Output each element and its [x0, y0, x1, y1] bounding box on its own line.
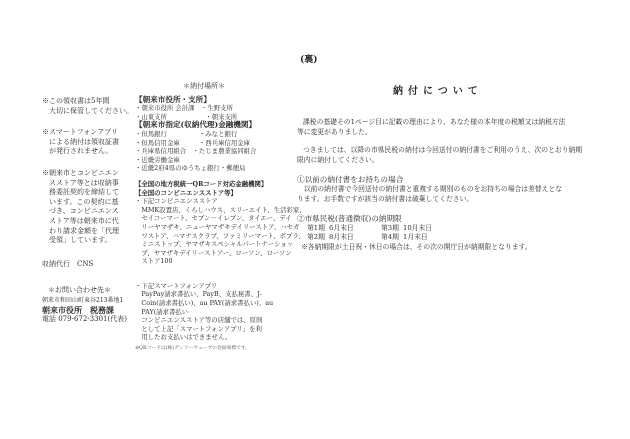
instruction-line-1: つきましては、以降の市県民税の納付は今回送付の納付書をご利用のうえ、次のとおり納期: [303, 146, 583, 155]
contract-note-6: ストア等は朝来市に代: [42, 216, 119, 225]
old-slips-line-1: 以前の納付書で今回送付の納付書と重複する期別のものをお持ちの場合は差替えとな: [297, 184, 563, 193]
old-slips-heading: ①以前の納付書をお持ちの場合: [297, 175, 404, 185]
due-term: 第2期: [307, 233, 325, 242]
left-column: [42, 97, 133, 325]
due-term: 第3期: [381, 223, 399, 232]
office-name: 朝来市役所 税務課: [42, 304, 114, 315]
office-address: 朝来市和田山町東谷213番地1: [42, 296, 124, 304]
app-line-5: コンビニエンスストア等の店舗では、原則: [135, 316, 263, 325]
storage-note-2: 大切に保管してください。: [42, 106, 133, 115]
holiday-note: ※各納期限が土日祝・休日の場合は、その次の開庁日が納期限となります。: [301, 242, 532, 251]
conbini-line-4: リーヤマザキ、ニューヤマザキデイリーストア、ハセガ: [135, 222, 300, 231]
bank-line-1: ・但馬銀行 ・みなと銀行: [135, 129, 238, 138]
instruction-line-2: 限内に納付してください。: [297, 155, 379, 164]
contract-note-1: ※朝来市とコンビニエン: [42, 168, 119, 177]
conbini-line-7: プ、ヤマザキデイリーストアー、ローソン、ローソン: [135, 248, 292, 257]
city-office-line-2: ・山東支所 ・朝来支所: [135, 112, 238, 121]
app-note-2: による納付は領収証書: [42, 137, 119, 146]
conbini-line-3: セイコーマート、セブン－イレブン、タイエー、デイ: [135, 214, 292, 223]
qr-bank-title: 【全国の地方税統一QRコード対応金融機関】: [135, 179, 268, 188]
contract-note-4: います。この契約に基: [42, 197, 119, 206]
due-date: 6月末日: [329, 223, 354, 232]
old-slips-line-2: ります。お手数ですが該当の納付書は破棄してください。: [297, 194, 474, 203]
due-row-1: [297, 224, 607, 234]
app-note-3: が発行されません。: [42, 147, 113, 156]
contract-note-8: 受領」しています。: [42, 236, 112, 245]
conbini-title: 【全国のコンビニエンスストア等】: [135, 188, 237, 197]
city-office-line-1: ・朝来市役所 会計課 ・生野支所: [135, 104, 233, 113]
contract-note-7: わり請求金額を「代理: [42, 226, 119, 235]
contract-note-2: スストア等とは収納事: [42, 178, 119, 187]
payment-places-heading: ＊納付場所＊: [183, 82, 225, 90]
conbini-line-5: ワストア、ハマナスクラブ、ファミリーマート、ポプラ、: [135, 231, 305, 240]
storage-note-1: ※この領収書は5年間: [42, 97, 110, 105]
due-term: 第1期: [307, 223, 325, 232]
qr-trademark-note: ※QRコードは(株)デンソーウェーブの登録商標です。: [135, 346, 251, 352]
intro-line-2: 等に変更がありました。: [297, 127, 372, 136]
due-row-2: [297, 233, 607, 243]
due-date: 8月末日: [329, 233, 354, 242]
conbini-line-6: ミニストップ、ヤマザキスペシャルパートナーショッ: [135, 240, 294, 249]
city-office-title: 【朝来市役所・支所】: [135, 94, 211, 104]
payment-info: [297, 118, 607, 253]
app-line-4: PAY(請求書払い: [135, 307, 189, 316]
bank-line-5: ・近畿2府4県のゆうちょ銀行・郵便局: [135, 164, 246, 173]
app-note-1: ※スマートフォンアプリ: [42, 128, 119, 137]
due-date: 10月末日: [403, 223, 433, 232]
app-line-2: PayPay請求書払い、PayB、支払秘書、J-: [135, 290, 262, 299]
contract-note-3: 務委託契約を締結して: [42, 188, 119, 197]
office-phone: 電話 079-672-3301(代表): [42, 315, 127, 324]
inquiry-heading: ＊お問い合わせ先＊: [48, 286, 111, 295]
payment-places: [135, 82, 306, 354]
collection-agent: 収納代行 CNS: [42, 259, 94, 268]
due-term: 第4期: [381, 233, 399, 242]
due-date: 1月末日: [403, 233, 428, 242]
bank-line-2: ・但馬信用金庫 ・西兵庫信用金庫: [135, 138, 251, 147]
bank-line-3: ・兵庫県信用組合 ・たじま農業協同組合: [135, 147, 257, 156]
page-label: (裏): [300, 55, 318, 65]
payment-title: 納付について: [393, 86, 483, 97]
app-line-7: 用したお支払いはできません。: [135, 333, 232, 342]
intro-line-1: 課税の基礎その1ページ目に記載の理由により、あなた様の本年度の税額又は納税方法: [303, 118, 566, 126]
app-line-6: として上記「スマートフォンアプリ」を利: [135, 324, 262, 333]
conbini-line-8: ストア100: [135, 257, 173, 266]
app-line-3: Coin(請求書払い)、au PAY(請求書払い)、au: [135, 299, 274, 308]
contract-note-5: づき、コンビニエンス: [42, 207, 119, 216]
bank-title: 【朝来市指定(収納代理)金融機関】: [135, 120, 257, 130]
app-line-1: ・下記スマートフォンアプリ: [135, 281, 218, 290]
conbini-line-1: ・下記コンビニエンスストア: [135, 197, 218, 206]
bank-line-4: ・近畿労働金庫: [135, 155, 180, 164]
due-dates-heading: ②市県民税(普通徴収)の納期限: [297, 214, 402, 224]
conbini-line-2: MMK設置店、くらしハウス、スリーエイト、生活彩家、: [135, 205, 306, 214]
